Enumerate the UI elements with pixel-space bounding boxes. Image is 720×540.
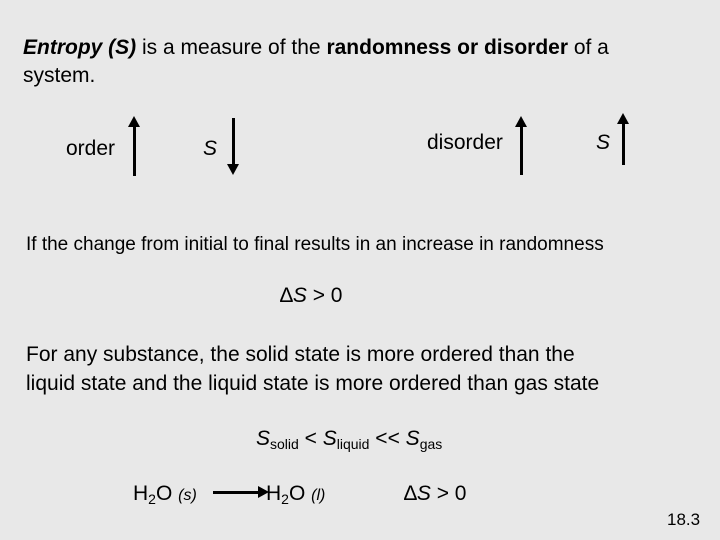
sub-solid: solid <box>270 436 299 452</box>
h-symbol: H <box>133 482 149 505</box>
arrow-up-icon <box>520 126 523 175</box>
substance-text-line-1: For any substance, the solid state is more ordered than the <box>26 343 575 366</box>
delta-symbol: ∆ <box>280 284 293 307</box>
op-less: < <box>298 427 323 450</box>
reactant-state: (s) <box>178 487 197 504</box>
increase-text: If the change from initial to final results in an increase in randomness <box>26 234 604 255</box>
subscript-2: 2 <box>281 491 289 507</box>
entropy-symbol: S <box>416 482 431 505</box>
delta-symbol: ∆ <box>404 482 417 505</box>
o-symbol: O <box>155 482 173 505</box>
arrow-up-icon <box>133 126 136 176</box>
s-label-left: S <box>203 137 218 160</box>
arrow-up-icon <box>622 123 625 165</box>
reactant-formula <box>133 482 197 506</box>
s-gas: S <box>405 427 420 450</box>
entropy-symbol: S <box>292 284 307 307</box>
arrow-down-icon <box>232 118 235 165</box>
slide-number: 18.3 <box>667 510 701 529</box>
inequality-rest: > 0 <box>430 482 467 505</box>
product-formula <box>266 482 325 506</box>
h-symbol: H <box>266 482 282 505</box>
delta-s-inequality <box>280 284 343 308</box>
inequality-rest: > 0 <box>306 284 343 307</box>
substance-text-line-2: liquid state and the liquid state is more ordered than gas state <box>26 372 600 395</box>
state-entropy-inequality <box>256 427 442 451</box>
definition-emphasis: randomness or disorder <box>326 36 568 59</box>
delta-s-reaction <box>404 482 467 506</box>
sub-liquid: liquid <box>336 436 370 452</box>
definition-part-1: is a measure of the <box>136 36 327 59</box>
definition-line-1 <box>23 36 609 60</box>
order-label: order <box>66 137 116 160</box>
subscript-2: 2 <box>148 491 156 507</box>
o-symbol: O <box>288 482 306 505</box>
definition-line-2: system. <box>23 64 96 87</box>
s-liquid: S <box>322 427 337 450</box>
product-state: (l) <box>311 487 326 504</box>
reaction-arrow-icon <box>213 491 259 494</box>
sub-gas: gas <box>419 436 443 452</box>
op-much-less: << <box>369 427 406 450</box>
s-solid: S <box>256 427 271 450</box>
disorder-label: disorder <box>427 131 503 154</box>
definition-part-2: of a <box>568 36 609 59</box>
entropy-term: Entropy (S) <box>23 36 137 59</box>
s-label-right: S <box>596 131 611 154</box>
